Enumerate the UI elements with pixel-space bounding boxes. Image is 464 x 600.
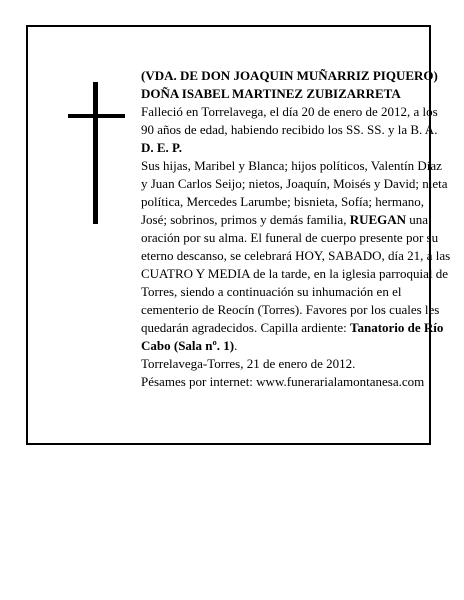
cross-icon-crossbar (68, 114, 125, 118)
cross-icon (93, 82, 98, 224)
widow-line: (VDA. DE DON JOAQUIN MUÑARRIZ PIQUERO) (141, 68, 438, 83)
ruegan-word: RUEGAN (349, 212, 407, 227)
deceased-name: DOÑA ISABEL MARTINEZ ZUBIZARRETA (141, 86, 401, 101)
family-paragraph (141, 157, 451, 355)
notice-text (141, 67, 451, 391)
death-statement: Falleció en Torrelavega, el día 20 de enero de 2012, a los 90 años de edad, habiendo recibido los SS. SS. y la B. A. (141, 104, 438, 137)
obituary-notice (26, 25, 451, 445)
place-date: Torrelavega-Torres, 21 de enero de 2012. (141, 356, 356, 371)
family-text: Sus hijas, Maribel y Blanca; hijos políticos, Valentín Díaz y Juan Carlos Seijo; nietos, Joaquín, Moisés y David; nieta política, Mercedes Larumbe; bisnieta, Sofía; hermano, José; sobrinos, primos y demás familia, (141, 158, 448, 227)
condolences-line: Pésames por internet: www.funerarialamontanesa.com (141, 374, 425, 389)
chapel-end: . (234, 338, 238, 353)
chapel-name: Tanatorio de Río Cabo (Sala nº. 1) (141, 320, 444, 353)
dep-line: D. E. P. (141, 140, 183, 155)
prayer-text: una oración por su alma. El funeral de cuerpo presente por su eterno descanso, se celebrará HOY, SABADO, día 21, a las CUATRO Y MEDIA de la tarde, en la iglesia parroquial de Torres, siendo a continuación su inhumación en el cementerio de Reocín (Torres). Favores por los cuales les quedarán agradecidos. Capilla ardiente: (141, 212, 451, 335)
